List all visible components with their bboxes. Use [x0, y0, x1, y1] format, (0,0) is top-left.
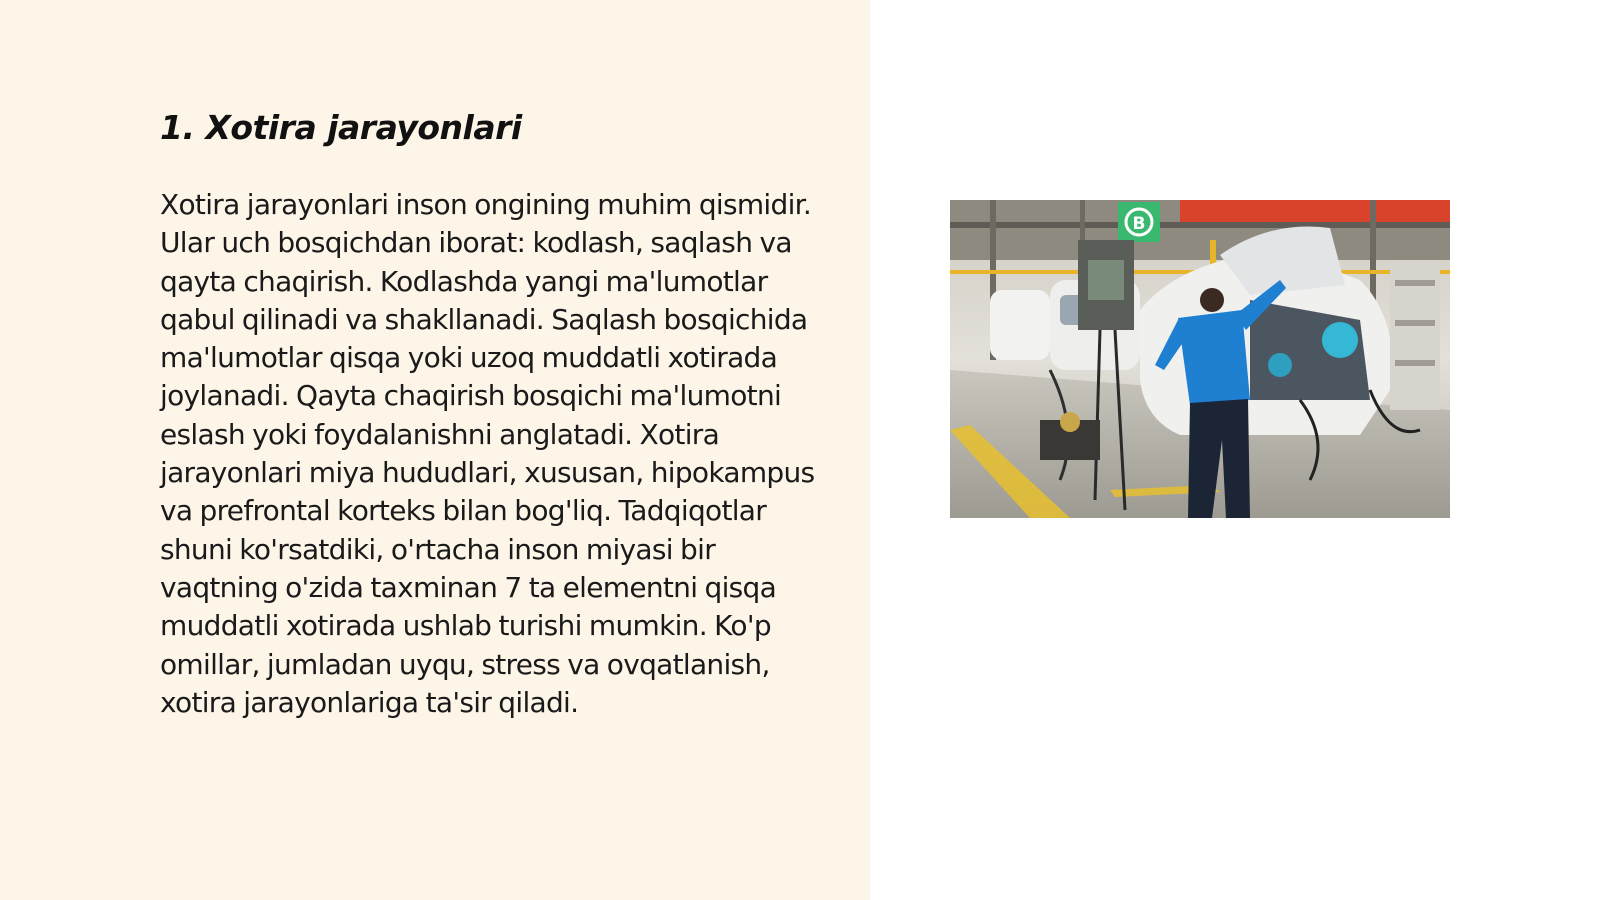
sign-letter: B: [1132, 214, 1146, 234]
factory-illustration: [950, 200, 1450, 518]
slide-body-text: Xotira jarayonlari inson ongining muhim qismidir. Ular uch bosqichdan iborat: kodlash, saqlash va qayta chaqirish. Kodlashda yangi ma'lumotlar qabul qilinadi va shakllanadi. Saqlash bosqichida ma'lumotlar qisqa yoki uzoq muddatli xotirada joylanadi. Qayta chaqirish bosqichi ma'lumotni eslash yoki foydalanishni anglatadi. Xotira jarayonlari miya hududlari, xususan, hipokampus va prefrontal korteks bilan bog'liq. Tadqiqotlar shuni ko'rsatdiki, o'rtacha inson miyasi bir vaqtning o'zida taxminan 7 ta elementni qisqa muddatli xotirada ushlab turishi mumkin. Ko'p omillar, jumladan uyqu, stress va ovqatlanish, xotira jarayonlariga ta'sir qiladi.: [160, 188, 815, 719]
slide-title: 1. Xotira jarayonlari: [160, 108, 522, 147]
overhead-beam: [1180, 200, 1450, 222]
assembly-line-photo: [950, 200, 1450, 518]
